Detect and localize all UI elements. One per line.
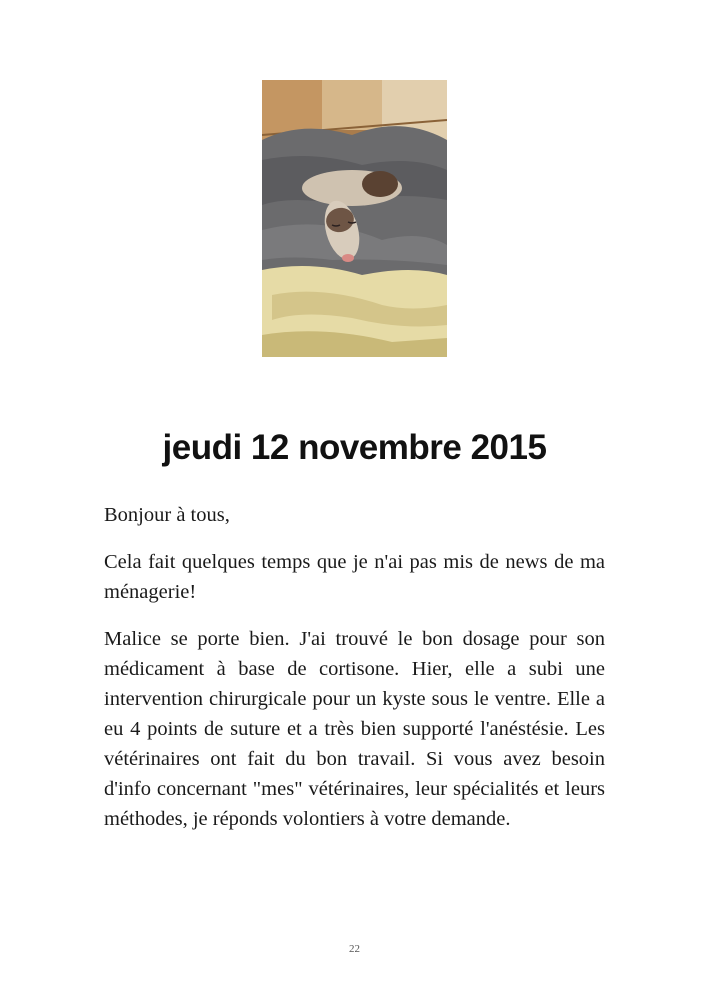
ferret-sleeping-photo-icon <box>262 80 447 357</box>
ferret-photo <box>262 80 447 357</box>
page-number: 22 <box>349 943 360 955</box>
post-paragraph-greeting: Bonjour à tous, <box>104 504 230 526</box>
post-date-heading: jeudi 12 novembre 2015 <box>162 428 547 467</box>
post-paragraph-malice: Malice se porte bien. J'ai trouvé le bon dosage pour son médicament à base de cortisone. Hier, elle a subi une intervention chirurgicale pour un kyste sous le ventre. Elle a eu 4 points de suture et a très bien supporté l'anéstésie. Les vétérinaires ont fait du bon travail. Si vous avez besoin d'info concernant "mes" vétérinaires, leur spécialités et leurs méthodes, je réponds volontiers à votre demande. <box>104 628 605 830</box>
post-body <box>104 500 605 851</box>
post-paragraph-intro: Cela fait quelques temps que je n'ai pas mis de news de ma ménagerie! <box>104 551 605 603</box>
